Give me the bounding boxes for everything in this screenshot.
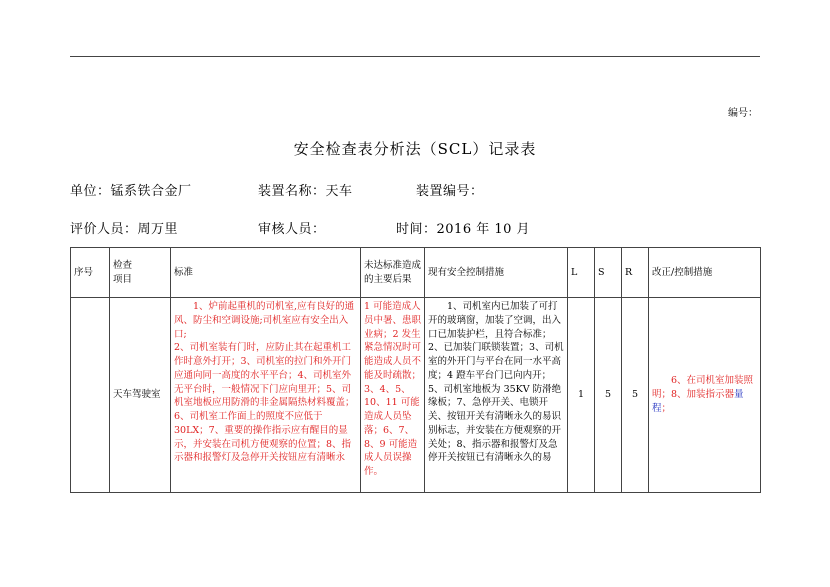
header-seq: 序号 (71, 248, 110, 298)
doc-number-label: 编号： (728, 108, 758, 119)
page-title: 安全检查表分析法（SCL）记录表 (293, 140, 537, 158)
header-item: 检查 项目 (110, 248, 171, 298)
row-consequence (361, 298, 425, 493)
header-s: S (595, 248, 622, 298)
row-improve-text: 6、在司机室加装照明；8、加装指示器 (652, 375, 754, 401)
unit-field: 单位：锰系铁合金厂 (70, 184, 192, 199)
table-header-row (71, 248, 761, 298)
header-rule (70, 56, 760, 57)
row-improve-tail: ； (661, 402, 672, 414)
time-field: 时间：2016 年 10 月 (396, 222, 531, 237)
table-row (71, 298, 761, 493)
scl-record-table (70, 247, 761, 493)
row-controls (425, 298, 568, 493)
header-improve: 改正/控制措施 (649, 248, 761, 298)
row-r: 5 (622, 298, 649, 493)
row-l: 1 (568, 298, 595, 493)
row-standard (171, 298, 361, 493)
evaluator-field: 评价人员：周万里 (70, 222, 179, 237)
row-improve-highlight: 量程 (652, 389, 744, 414)
header-consequence: 未达标准造成的主要后果 (361, 248, 425, 298)
header-controls: 现有安全控制措施 (425, 248, 568, 298)
row-seq (71, 298, 110, 493)
row-consequence-text: 1 可能造成人员中暑、患职业病；2 发生紧急情况时可能造成人员不能及时疏散；3、4、5、10、11 可能造成人员坠落；6、7、8、9 可能造成人员误操作。 (364, 301, 421, 478)
row-item: 天车驾驶室 (110, 298, 171, 493)
device-number-field: 装置编号： (416, 184, 484, 199)
header-l: L (568, 248, 595, 298)
row-standard-text: 1、炉前起重机的司机室,应有良好的通风、防尘和空调设施;司机室应有安全出入口; 2、司机室装有门时，应防止其在起重机工作时意外打开；3、司机室的拉门和外开门应通向同一高度的水平平台；4、司机室外无平台时，一般情况下门应向里开；5、司机室地板应用防滑的非金属隔热材料覆盖；6、司机室工作面上的照度不应低于30LX；7、重要的操作指示应有醒目的显示，并安装在司机方便观察的位置；8、指示器和报警灯及急停开关按钮应有清晰永 (174, 301, 355, 464)
header-standard: 标准 (171, 248, 361, 298)
row-improve (649, 298, 761, 493)
header-r: R (622, 248, 649, 298)
row-controls-text: 1、司机室内已加装了可打开的玻璃窗，加装了空调，出入口已加装护栏，且符合标准； 2、已加装门联锁装置；3、司机室的外开门与平台在同一水平高度；4 蹬车平台门已向内开；5、司机室地板为 35KV 防滑绝缘板；7、急停开关、电锁开关、按钮开关有清晰永久的易识别标志，并安装在方便观察的开关处；8、指示器和报警灯及急停开关按钮已有清晰永久的易 (428, 301, 564, 464)
row-s: 5 (595, 298, 622, 493)
device-name-field: 装置名称：天车 (258, 184, 353, 199)
reviewer-field: 审核人员： (258, 222, 326, 237)
